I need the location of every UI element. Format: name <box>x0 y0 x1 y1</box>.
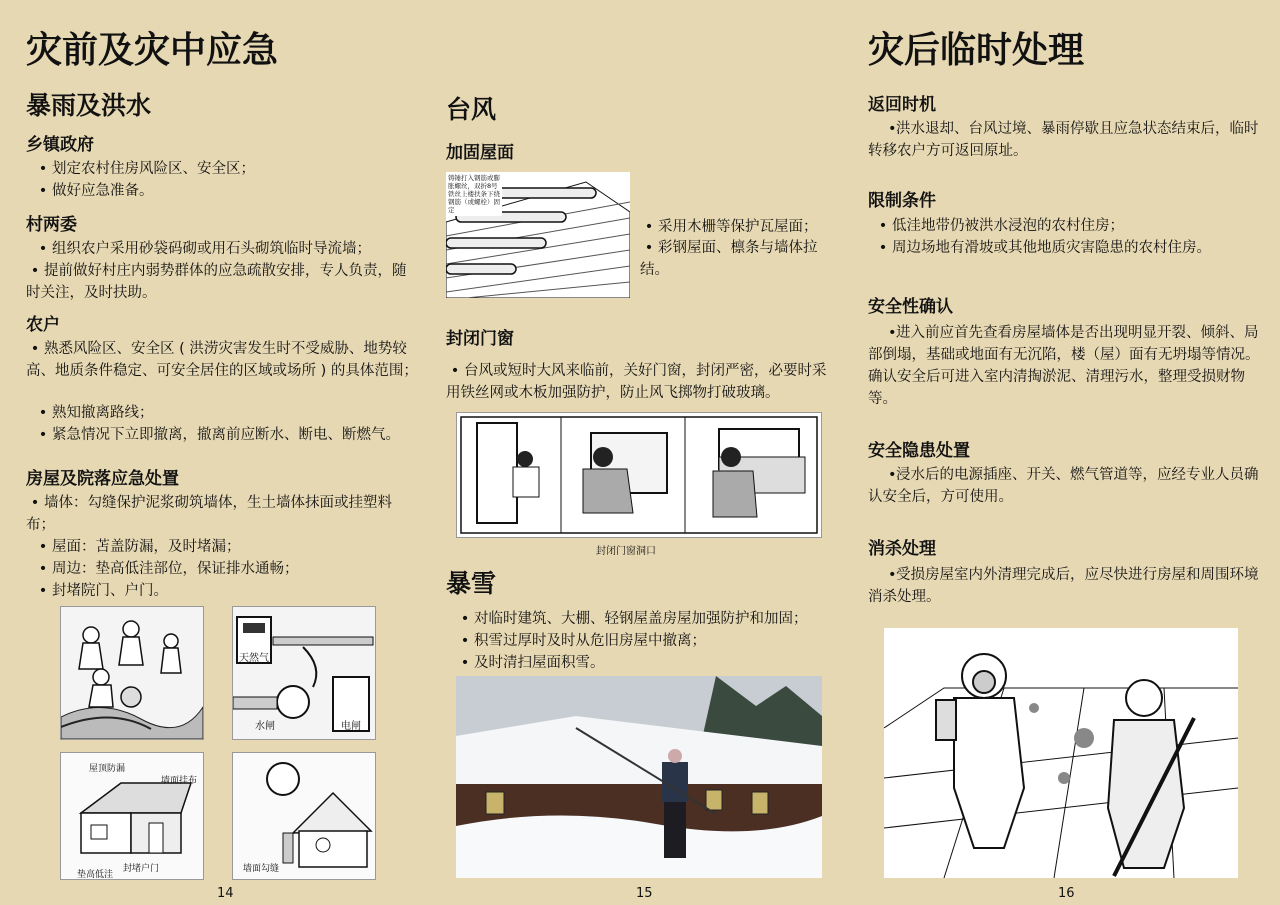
list-item: • 周边场地有滑坡或其他地质灾害隐患的农村住房。 <box>878 240 1211 256</box>
list-item: • 对临时建筑、大棚、轻钢屋盖房屋加强防护和加固； <box>460 611 808 627</box>
list-item: • 熟悉风险区、安全区 ( 洪涝灾害发生时不受威胁、地势较高、地质条件稳定、可安全居住的区域或场所 ) 的具体范围； <box>26 341 418 379</box>
list-item: • 封堵院门、户门。 <box>38 583 168 599</box>
list-item: • 采用木栅等保护瓦屋面； <box>644 219 818 235</box>
close-windows-caption: 封闭门窗洞口 <box>596 546 656 557</box>
roof-caption: 铸锤打入钢筋或膨胀螺丝，双折8号铁丝上楼扶条下绕钢筋（或螺栓）固定 <box>448 174 500 214</box>
label-seam: 墙面勾缝 <box>243 864 280 874</box>
section-heading-typhoon: 台风 <box>446 95 497 124</box>
list-item: • 划定农村住房风险区、安全区； <box>38 161 255 177</box>
heading-safety-check: 安全性确认 <box>868 297 953 317</box>
heading-hazard-handling: 安全隐患处置 <box>868 441 970 461</box>
heading-house-emergency: 房屋及院落应急处置 <box>26 469 179 489</box>
roof-reinforce-illustration <box>446 172 630 298</box>
safety-text: •进入前应首先查看房屋墙体是否出现明显开裂、倾斜、局部倒塌，基础或地面有无沉陷，楼（屋）面有无坍塌等情况。确认安全后可进入室内清掏淤泥、清理污水，整理受损财物等。 <box>868 325 1260 407</box>
heading-village-committee: 村两委 <box>26 215 77 235</box>
list-item: • 熟知撤离路线； <box>38 405 154 421</box>
section-heading-snow: 暴雪 <box>446 569 497 598</box>
label-wall-cloth: 墙面挂布 <box>161 776 198 786</box>
label-raise: 垫高低洼 <box>77 870 114 880</box>
label-seal: 封堵户门 <box>123 864 160 874</box>
heading-return-timing: 返回时机 <box>868 95 936 115</box>
house-protection-illustration <box>60 752 204 880</box>
evacuation-illustration <box>60 606 204 740</box>
section-heading-rainstorm: 暴雨及洪水 <box>26 91 152 120</box>
page-number: 14 <box>217 886 234 901</box>
heading-restrictions: 限制条件 <box>868 191 936 211</box>
snow-clearing-photo <box>456 676 822 878</box>
list-item: • 低洼地带仍被洪水浸泡的农村住房； <box>878 218 1124 234</box>
list-item: • 紧急情况下立即撤离，撤离前应断水、断电、断燃气。 <box>38 427 400 443</box>
hazard-text: •浸水后的电源插座、开关、燃气管道等，应经专业人员确认安全后，方可使用。 <box>868 467 1259 505</box>
label-gas: 天然气 <box>239 653 269 664</box>
list-item: • 提前做好村庄内弱势群体的应急疏散安排，专人负责，随时关注，及时扶助。 <box>26 263 407 301</box>
list-item: • 彩钢屋面、檩条与墙体拉结。 <box>640 240 818 278</box>
utilities-illustration <box>232 606 376 740</box>
heading-disinfection: 消杀处理 <box>868 539 936 559</box>
heading-farmer: 农户 <box>26 315 60 335</box>
window-text: • 台风或短时大风来临前，关好门窗，封闭严密，必要时采用铁丝网或木板加强防护，防止风飞掷物打破玻璃。 <box>446 363 827 401</box>
heading-close-windows: 封闭门窗 <box>446 329 514 349</box>
disinfect-text: •受损房屋室内外清理完成后，应尽快进行房屋和周围环境消杀处理。 <box>868 567 1259 605</box>
list-item: • 做好应急准备。 <box>38 183 154 199</box>
page-number: 16 <box>1058 886 1075 901</box>
list-item: • 组织农户采用砂袋码砌或用石头砌筑临时导流墙； <box>38 241 371 257</box>
close-windows-illustration <box>456 412 822 538</box>
list-item: • 周边：垫高低洼部位，保证排水通畅； <box>38 561 299 577</box>
list-item: • 及时清扫屋面积雪。 <box>460 655 605 671</box>
page-number: 15 <box>636 886 653 901</box>
wall-seam-illustration <box>232 752 376 880</box>
page-title: 灾后临时处理 <box>868 30 1085 71</box>
disinfection-illustration <box>884 628 1238 878</box>
list-item: • 屋面：苫盖防漏，及时堵漏； <box>38 539 241 555</box>
label-water: 水闸 <box>255 721 275 732</box>
heading-township-gov: 乡镇政府 <box>26 135 94 155</box>
label-roof: 屋顶防漏 <box>89 764 126 774</box>
return-text: •洪水退却、台风过境、暴雨停歇且应急状态结束后，临时转移农户方可返回原址。 <box>868 121 1259 159</box>
list-item: • 墙体：勾缝保护泥浆砌筑墙体，生土墙体抹面或挂塑料布； <box>26 495 392 533</box>
heading-reinforce-roof: 加固屋面 <box>446 143 514 163</box>
label-power: 电闸 <box>341 721 361 732</box>
page-title: 灾前及灾中应急 <box>26 30 279 71</box>
list-item: • 积雪过厚时及时从危旧房屋中撤离； <box>460 633 706 649</box>
